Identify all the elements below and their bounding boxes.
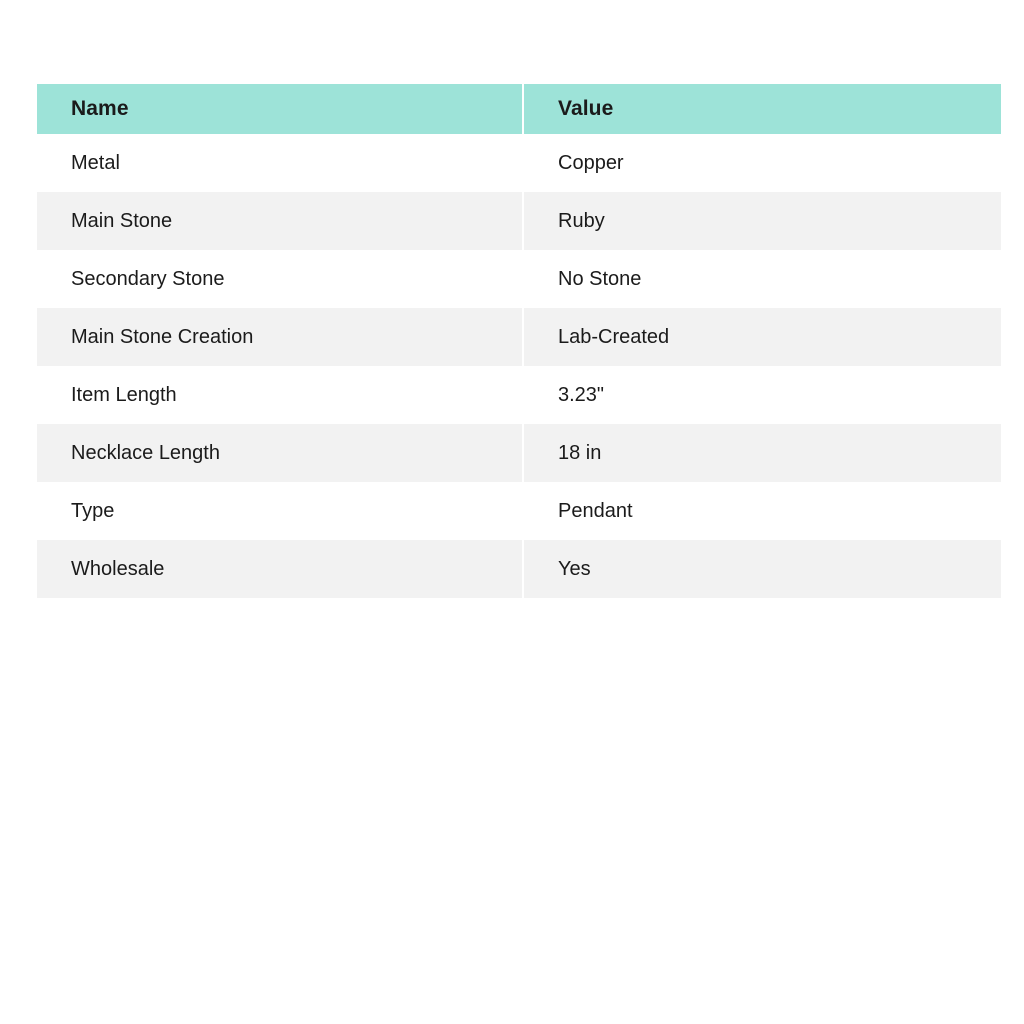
spec-value-cell: 3.23" — [523, 366, 1001, 424]
table-row — [37, 482, 1001, 540]
header-cell-name: Name — [37, 84, 523, 134]
spec-value-cell: Yes — [523, 540, 1001, 598]
spec-value-cell: 18 in — [523, 424, 1001, 482]
table-row — [37, 192, 1001, 250]
table-row — [37, 424, 1001, 482]
table-row — [37, 308, 1001, 366]
spec-value-cell: Pendant — [523, 482, 1001, 540]
table-row — [37, 366, 1001, 424]
spec-value-cell: Lab-Created — [523, 308, 1001, 366]
table-row — [37, 540, 1001, 598]
spec-table-container — [37, 84, 1001, 598]
spec-name-cell: Wholesale — [37, 540, 523, 598]
spec-table-header — [37, 84, 1001, 134]
table-row — [37, 134, 1001, 192]
spec-name-cell: Main Stone Creation — [37, 308, 523, 366]
spec-table-body — [37, 134, 1001, 598]
header-row — [37, 84, 1001, 134]
spec-name-cell: Type — [37, 482, 523, 540]
table-row — [37, 250, 1001, 308]
spec-name-cell: Secondary Stone — [37, 250, 523, 308]
spec-name-cell: Item Length — [37, 366, 523, 424]
spec-value-cell: Copper — [523, 134, 1001, 192]
spec-name-cell: Main Stone — [37, 192, 523, 250]
spec-name-cell: Necklace Length — [37, 424, 523, 482]
spec-table — [37, 84, 1001, 598]
spec-name-cell: Metal — [37, 134, 523, 192]
spec-value-cell: Ruby — [523, 192, 1001, 250]
header-cell-value: Value — [523, 84, 1001, 134]
spec-value-cell: No Stone — [523, 250, 1001, 308]
